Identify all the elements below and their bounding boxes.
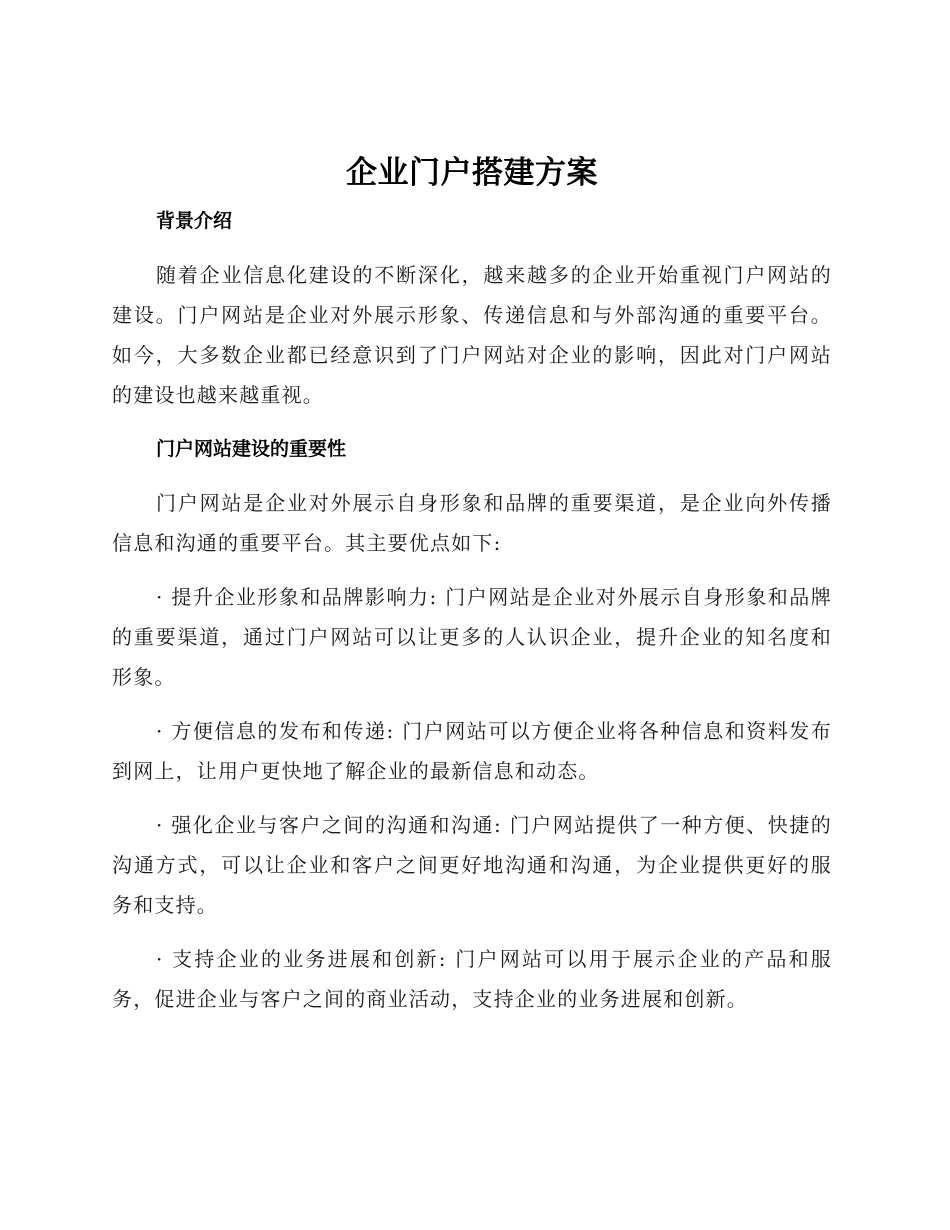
bullet-item-brand: · 提升企业形象和品牌影响力: 门户网站是企业对外展示自身形象和品牌的重要渠道，通过门户网站可以让更多的人认识企业，提升企业的知名度和形象。 (112, 585, 832, 689)
paragraph-importance-intro: 门户网站是企业对外展示自身形象和品牌的重要渠道，是企业向外传播信息和沟通的重要平台。其主要优点如下: (112, 491, 832, 555)
bullet-item-communication: · 强化企业与客户之间的沟通和沟通: 门户网站提供了一种方便、快捷的沟通方式，可以让企业和客户之间更好地沟通和沟通，为企业提供更好的服务和支持。 (112, 813, 832, 917)
document-body (112, 148, 832, 1019)
bullet-item-information: · 方便信息的发布和传递: 门户网站可以方便企业将各种信息和资料发布到网上，让用户更快地了解企业的最新信息和动态。 (112, 719, 832, 783)
section-heading-importance: 门户网站建设的重要性 (156, 438, 347, 460)
document-title: 企业门户搭建方案 (346, 155, 598, 191)
bullet-item-business: · 支持企业的业务进展和创新: 门户网站可以用于展示企业的产品和服务，促进企业与客户之间的商业活动，支持企业的业务进展和创新。 (112, 947, 832, 1011)
section-heading-background: 背景介绍 (156, 210, 233, 232)
paragraph-background: 随着企业信息化建设的不断深化，越来越多的企业开始重视门户网站的建设。门户网站是企业对外展示形象、传递信息和与外部沟通的重要平台。如今，大多数企业都已经意识到了门户网站对企业的影响，因此对门户网站的建设也越来越重视。 (112, 263, 832, 407)
